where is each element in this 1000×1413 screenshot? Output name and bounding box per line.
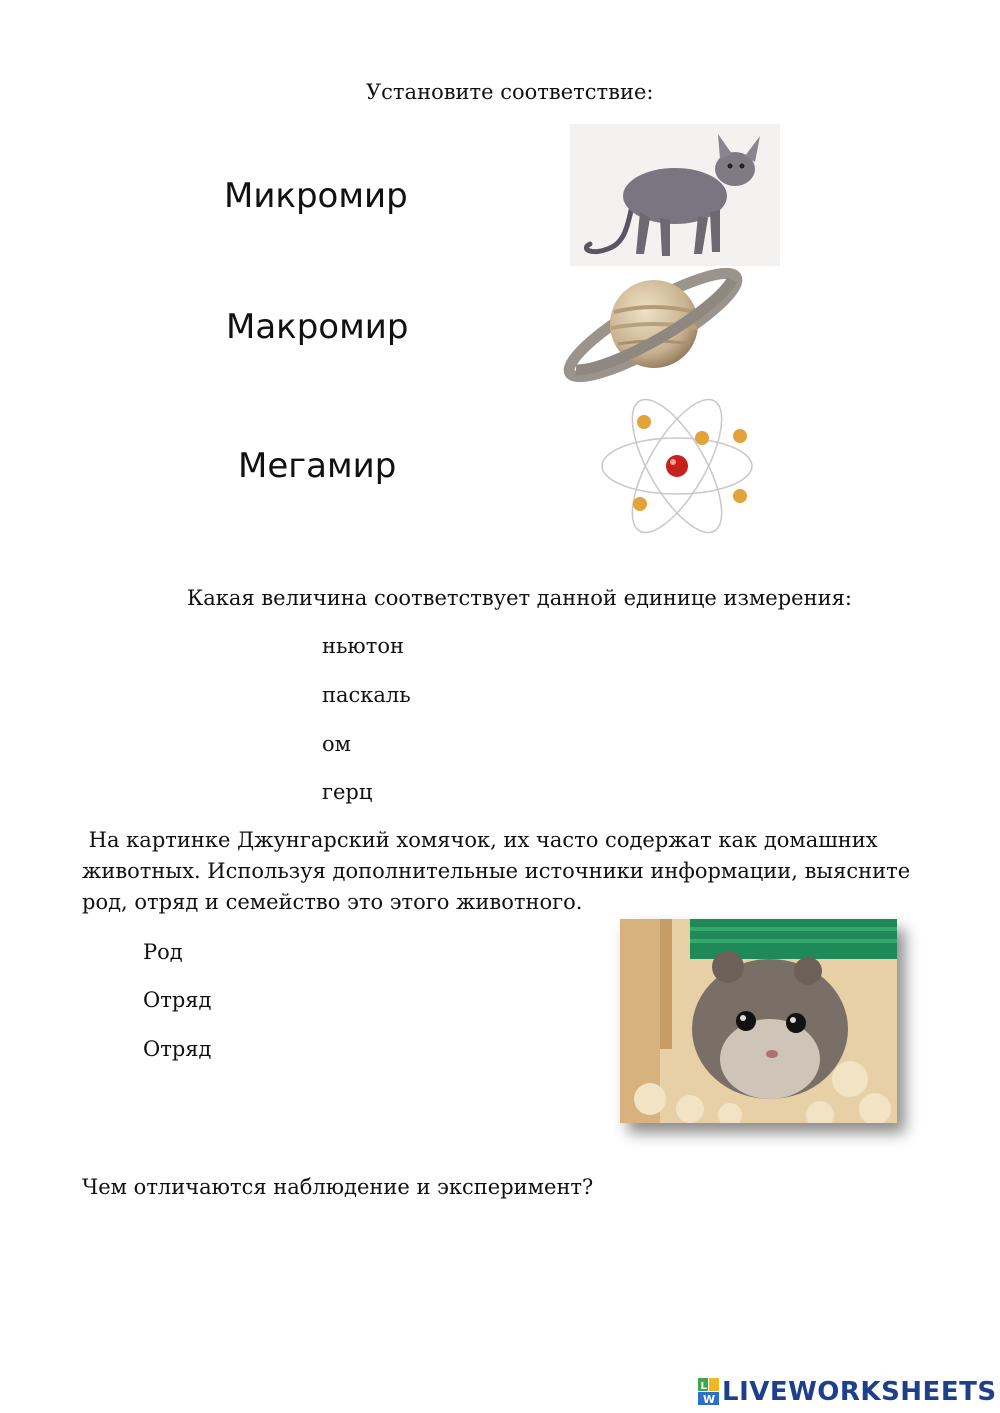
unit-ohm: ом [322, 732, 351, 756]
units-question: Какая величина соответствует данной единице измерения: [187, 586, 852, 610]
logo-letter-w: W [703, 1393, 716, 1406]
atom-image [598, 392, 756, 540]
label-genus: Род [143, 940, 183, 964]
logo-letter-l: L [700, 1381, 707, 1392]
unit-pascal: паскаль [322, 683, 411, 707]
term-megamir: Мегамир [238, 446, 397, 486]
liveworksheets-logo-icon [698, 1378, 720, 1406]
label-order-1: Отряд [143, 988, 212, 1012]
saturn-image [556, 262, 750, 388]
term-macromir: Макромир [226, 307, 409, 347]
label-order-2: Отряд [143, 1037, 212, 1061]
unit-newton: ньютон [322, 634, 404, 658]
hamster-paragraph-line-2: животных. Используя дополнительные источники информации, выясните [82, 859, 911, 883]
sphynx-cat-image [570, 124, 780, 266]
observation-question: Чем отличаются наблюдение и эксперимент? [82, 1175, 594, 1199]
liveworksheets-brand: LIVEWORKSHEETS [722, 1377, 997, 1407]
hamster-paragraph-line-1: На картинке Джунгарский хомячок, их часто содержат как домашних [82, 828, 878, 852]
hamster-image [620, 919, 897, 1123]
hamster-paragraph-line-3: род, отряд и семейство это этого животного. [82, 890, 583, 914]
term-micromir: Микромир [224, 176, 408, 216]
matching-heading: Установите соответствие: [366, 80, 654, 104]
unit-hertz: герц [322, 780, 373, 804]
